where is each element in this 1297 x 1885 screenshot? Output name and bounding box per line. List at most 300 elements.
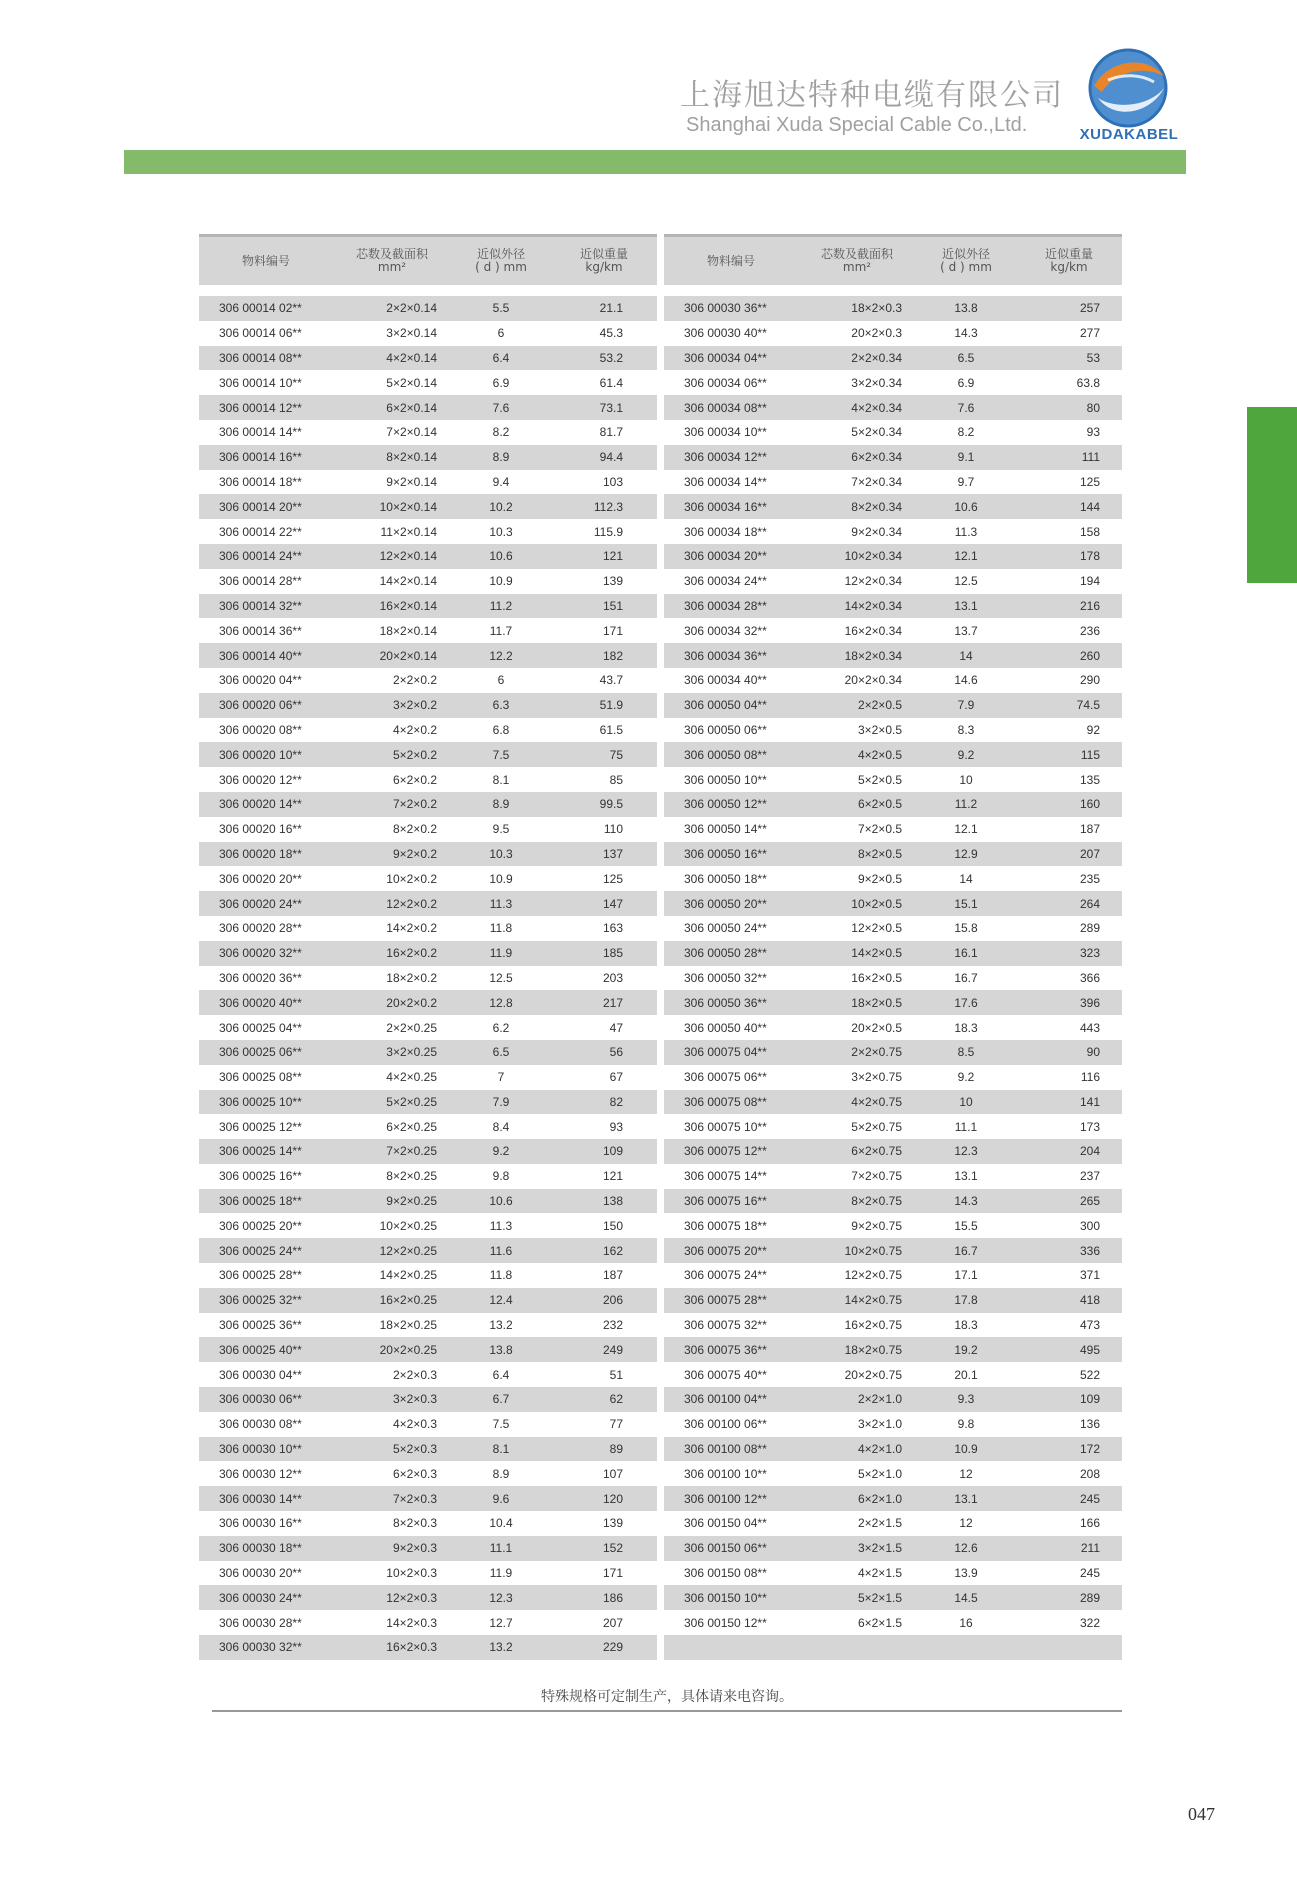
table-row [664, 1164, 1122, 1189]
cell-weight: 53.2 [599, 350, 623, 365]
table-row [199, 1263, 657, 1288]
cell-code: 306 00025 40** [219, 1342, 302, 1357]
cell-weight: 366 [1079, 970, 1100, 985]
cell-spec: 18×2×0.34 [844, 648, 902, 663]
col-header-code: 物料编号 [706, 253, 755, 268]
cell-code: 306 00150 08** [684, 1566, 767, 1581]
cell-code: 306 00034 18** [684, 524, 767, 539]
cell-diameter: 13.1 [954, 598, 978, 613]
cell-weight: 89 [609, 1442, 623, 1457]
cell-code: 306 00014 32** [219, 598, 302, 613]
cell-code: 306 00030 12** [219, 1466, 302, 1481]
cell-weight: 93 [609, 1119, 623, 1134]
cell-diameter: 9.6 [492, 1491, 510, 1506]
cell-weight: 232 [602, 1318, 623, 1333]
cell-code: 306 00030 32** [219, 1640, 302, 1655]
table-row [664, 1610, 1122, 1635]
cell-weight: 172 [1079, 1442, 1100, 1457]
cell-spec: 16×2×0.25 [379, 1293, 437, 1308]
page-number: 047 [1188, 1804, 1215, 1824]
cell-code: 306 00030 10** [219, 1442, 302, 1457]
cell-code: 306 00025 14** [219, 1144, 302, 1159]
cell-weight: 121 [602, 1169, 623, 1184]
cell-diameter: 13.2 [489, 1640, 513, 1655]
table-row [664, 594, 1122, 619]
cell-spec: 9×2×0.25 [386, 1194, 437, 1209]
cell-spec: 4×2×1.5 [857, 1566, 902, 1581]
cell-diameter: 10.6 [489, 1194, 513, 1209]
cell-spec: 5×2×0.14 [386, 375, 437, 390]
cell-weight: 115.9 [593, 524, 623, 539]
cell-weight: 47 [609, 1020, 623, 1035]
table-row [199, 891, 657, 916]
cell-diameter: 8.4 [492, 1119, 510, 1134]
cell-spec: 12×2×0.14 [379, 549, 437, 564]
cell-diameter: 13.9 [954, 1566, 978, 1581]
cell-code: 306 00034 28** [684, 598, 767, 613]
cell-weight: 158 [1079, 524, 1100, 539]
cell-diameter: 5.5 [492, 301, 510, 316]
cell-diameter: 18.3 [954, 1318, 978, 1333]
cell-code: 306 00014 36** [219, 623, 302, 638]
table-row [664, 1337, 1122, 1362]
cell-code: 306 00014 22** [219, 524, 302, 539]
cell-spec: 4×2×0.75 [851, 1094, 902, 1109]
table-row [664, 718, 1122, 743]
table-row [199, 569, 657, 594]
cell-spec: 6×2×0.14 [386, 400, 437, 415]
cell-diameter: 11.1 [954, 1119, 978, 1134]
cell-code: 306 00075 06** [684, 1070, 767, 1085]
cell-spec: 12×2×0.2 [386, 896, 437, 911]
table-row [199, 693, 657, 718]
table-row [664, 445, 1122, 470]
cell-weight: 103 [602, 474, 623, 489]
cell-code: 306 00075 18** [684, 1218, 767, 1233]
cell-diameter: 6.5 [492, 1045, 510, 1060]
cell-spec: 6×2×1.5 [857, 1615, 902, 1630]
cell-weight: 51.9 [599, 698, 623, 713]
cell-code: 306 00025 10** [219, 1094, 302, 1109]
cell-weight: 236 [1079, 623, 1100, 638]
table-row [664, 1561, 1122, 1586]
col-header-weight-line2: kg/km [585, 260, 623, 274]
col-header-diameter-line2: ( d ) mm [940, 260, 992, 274]
cell-weight: 51 [609, 1367, 623, 1382]
cell-spec: 5×2×0.3 [392, 1442, 437, 1457]
cell-code: 306 00050 36** [684, 995, 767, 1010]
cell-spec: 14×2×0.75 [844, 1293, 902, 1308]
cell-spec: 4×2×0.25 [386, 1070, 437, 1085]
cell-weight: 216 [1079, 598, 1100, 613]
cell-diameter: 10 [959, 772, 973, 787]
cell-weight: 45.3 [599, 326, 623, 341]
cell-weight: 62 [609, 1392, 623, 1407]
table-row [199, 1065, 657, 1090]
cell-diameter: 8.1 [492, 772, 510, 787]
cell-diameter: 18.3 [954, 1020, 978, 1035]
cell-spec: 3×2×1.0 [857, 1417, 902, 1432]
cell-diameter: 11.1 [489, 1541, 513, 1556]
cell-weight: 187 [1079, 822, 1100, 837]
cell-diameter: 6 [497, 673, 505, 688]
cell-diameter: 6.4 [492, 350, 510, 365]
table-row [199, 1461, 657, 1486]
cell-code: 306 00014 08** [219, 350, 302, 365]
cell-code: 306 00050 10** [684, 772, 767, 787]
cell-diameter: 7.5 [492, 747, 510, 762]
cell-diameter: 9.2 [957, 1070, 975, 1085]
col-header-weight [1016, 248, 1122, 274]
table-row [664, 1139, 1122, 1164]
cell-weight: 207 [1079, 846, 1100, 861]
cell-diameter: 6.9 [492, 375, 510, 390]
table-header [199, 234, 657, 285]
cell-code: 306 00034 12** [684, 450, 767, 465]
cell-spec: 14×2×0.2 [386, 921, 437, 936]
col-header-spec [798, 248, 916, 274]
table-row [664, 1437, 1122, 1462]
cell-code: 306 00075 16** [684, 1194, 767, 1209]
cell-weight: 152 [602, 1541, 623, 1556]
cell-weight: 171 [602, 623, 623, 638]
table-row [199, 1164, 657, 1189]
cell-diameter: 8.2 [957, 425, 975, 440]
table-header [664, 234, 1122, 285]
cell-code: 306 00075 12** [684, 1144, 767, 1159]
cell-weight: 265 [1079, 1194, 1100, 1209]
cell-spec: 6×2×0.5 [857, 797, 902, 812]
cell-spec: 6×2×0.3 [392, 1466, 437, 1481]
cell-spec: 2×2×0.25 [386, 1020, 437, 1035]
cell-diameter: 12.7 [489, 1615, 513, 1630]
table-row [664, 1213, 1122, 1238]
cell-weight: 522 [1079, 1367, 1100, 1382]
cell-weight: 92 [1086, 722, 1100, 737]
cell-code: 306 00014 12** [219, 400, 302, 415]
cell-diameter: 9.5 [492, 822, 510, 837]
cell-weight: 245 [1079, 1491, 1100, 1506]
cell-spec: 18×2×0.3 [851, 301, 902, 316]
table-row [664, 1486, 1122, 1511]
cell-spec: 11×2×0.14 [380, 524, 437, 539]
cell-diameter: 11.3 [954, 524, 978, 539]
cell-diameter: 12.1 [954, 549, 978, 564]
cell-spec: 5×2×0.5 [857, 772, 902, 787]
cell-code: 306 00030 08** [219, 1417, 302, 1432]
cell-spec: 9×2×0.2 [392, 846, 437, 861]
cell-code: 306 00025 12** [219, 1119, 302, 1134]
cell-code: 306 00020 20** [219, 871, 302, 886]
cell-spec: 2×2×0.75 [851, 1045, 902, 1060]
cell-code: 306 00050 32** [684, 970, 767, 985]
cell-code: 306 00025 36** [219, 1318, 302, 1333]
cell-diameter: 11.2 [489, 598, 513, 613]
cell-code: 306 00034 24** [684, 574, 767, 589]
col-header-diameter [451, 248, 551, 274]
cell-weight: 99.5 [599, 797, 623, 812]
cell-weight: 82 [609, 1094, 623, 1109]
cell-weight: 336 [1079, 1243, 1100, 1258]
cell-diameter: 10.3 [489, 846, 513, 861]
cell-code: 306 00100 10** [684, 1466, 767, 1481]
table-row [199, 1362, 657, 1387]
company-name-cn: 上海旭达特种电缆有限公司 [680, 78, 1064, 113]
cell-weight: 162 [602, 1243, 623, 1258]
cell-spec: 7×2×0.75 [851, 1169, 902, 1184]
cell-diameter: 8.1 [492, 1442, 510, 1457]
cell-spec: 12×2×0.3 [386, 1590, 437, 1605]
cell-spec: 4×2×0.2 [392, 722, 437, 737]
cell-code: 306 00030 06** [219, 1392, 302, 1407]
cell-spec: 3×2×0.34 [851, 375, 902, 390]
cell-spec: 16×2×0.14 [379, 598, 437, 613]
cell-diameter: 9.2 [957, 747, 975, 762]
cell-code: 306 00014 14** [219, 425, 302, 440]
cell-spec: 10×2×0.14 [379, 499, 437, 514]
table-row [199, 346, 657, 371]
cell-weight: 121 [602, 549, 623, 564]
cell-spec: 6×2×1.0 [857, 1491, 902, 1506]
table-row [199, 1511, 657, 1536]
cell-weight: 120 [602, 1491, 623, 1506]
cell-spec: 5×2×0.34 [851, 425, 902, 440]
table-row [664, 792, 1122, 817]
cell-diameter: 11.2 [954, 797, 978, 812]
cell-diameter: 14 [959, 871, 973, 886]
table-row [199, 792, 657, 817]
cell-weight: 182 [602, 648, 623, 663]
cell-code: 306 00025 20** [219, 1218, 302, 1233]
cell-weight: 323 [1079, 946, 1100, 961]
cell-spec: 4×2×1.0 [857, 1442, 902, 1457]
cell-spec: 3×2×0.25 [386, 1045, 437, 1060]
cell-weight: 61.5 [599, 722, 623, 737]
cell-diameter: 10.6 [954, 499, 978, 514]
cell-spec: 8×2×0.5 [857, 846, 902, 861]
table-row [199, 296, 657, 321]
cell-weight: 74.5 [1076, 698, 1100, 713]
cell-spec: 3×2×0.5 [857, 722, 902, 737]
cell-weight: 185 [602, 946, 623, 961]
cell-spec: 9×2×0.75 [851, 1218, 902, 1233]
cell-spec: 20×2×0.5 [851, 1020, 902, 1035]
cell-code: 306 00050 20** [684, 896, 767, 911]
cell-code: 306 00075 32** [684, 1318, 767, 1333]
cell-code: 306 00020 06** [219, 698, 302, 713]
cell-spec: 5×2×1.5 [857, 1590, 902, 1605]
table-row [199, 643, 657, 668]
cell-weight: 237 [1079, 1169, 1100, 1184]
cell-spec: 14×2×0.14 [379, 574, 437, 589]
cell-diameter: 10.9 [489, 574, 513, 589]
cell-spec: 2×2×0.14 [386, 301, 437, 316]
cell-weight: 264 [1079, 896, 1100, 911]
cell-weight: 115 [1080, 747, 1100, 762]
cell-weight: 147 [602, 896, 623, 911]
cell-spec: 2×2×1.5 [857, 1516, 902, 1531]
cell-code: 306 00034 04** [684, 350, 767, 365]
cell-spec: 7×2×0.25 [386, 1144, 437, 1159]
cell-weight: 94.4 [599, 450, 623, 465]
table-row [199, 445, 657, 470]
cell-spec: 12×2×0.5 [851, 921, 902, 936]
cell-code: 306 00030 16** [219, 1516, 302, 1531]
cell-code: 306 00075 10** [684, 1119, 767, 1134]
cell-code: 306 00150 12** [684, 1615, 767, 1630]
table-row [664, 866, 1122, 891]
cell-code: 306 00020 24** [219, 896, 302, 911]
cell-weight: 53 [1086, 350, 1100, 365]
cell-code: 306 00020 16** [219, 822, 302, 837]
cell-weight: 21.1 [599, 301, 623, 316]
table-row [199, 1437, 657, 1462]
cell-spec: 3×2×0.2 [392, 698, 437, 713]
cell-code: 306 00014 24** [219, 549, 302, 564]
table-row [199, 1313, 657, 1338]
table-row [664, 420, 1122, 445]
cell-diameter: 6.5 [957, 350, 975, 365]
cell-code: 306 00034 08** [684, 400, 767, 415]
cell-code: 306 00034 36** [684, 648, 767, 663]
cell-code: 306 00075 24** [684, 1268, 767, 1283]
cell-diameter: 12.8 [489, 995, 513, 1010]
table-row [664, 1288, 1122, 1313]
cell-spec: 9×2×0.3 [392, 1541, 437, 1556]
cell-diameter: 17.1 [954, 1268, 978, 1283]
table-row [199, 1585, 657, 1610]
cell-spec: 2×2×0.5 [857, 698, 902, 713]
cell-spec: 20×2×0.14 [379, 648, 437, 663]
cell-spec: 10×2×0.2 [386, 871, 437, 886]
cell-weight: 139 [602, 1516, 623, 1531]
cell-code: 306 00030 24** [219, 1590, 302, 1605]
cell-diameter: 12 [959, 1516, 973, 1531]
table-row [199, 916, 657, 941]
cell-weight: 473 [1079, 1318, 1100, 1333]
table-row [664, 370, 1122, 395]
cell-code: 306 00034 20** [684, 549, 767, 564]
col-header-weight [551, 248, 657, 274]
cell-code: 306 00030 18** [219, 1541, 302, 1556]
col-header-spec-line2: mm² [377, 260, 407, 274]
cell-weight: 56 [609, 1045, 623, 1060]
cell-weight: 138 [602, 1194, 623, 1209]
cell-spec: 20×2×0.2 [386, 995, 437, 1010]
table-row [664, 519, 1122, 544]
footnote: 特殊规格可定制生产，具体请来电咨询。 [541, 1689, 793, 1705]
cell-code: 306 00075 40** [684, 1367, 767, 1382]
table-row [199, 420, 657, 445]
cell-weight: 125 [602, 871, 623, 886]
cell-spec: 8×2×0.25 [386, 1169, 437, 1184]
cell-code: 306 00100 12** [684, 1491, 767, 1506]
table-row [199, 842, 657, 867]
cell-diameter: 11.6 [489, 1243, 513, 1258]
cell-weight: 289 [1079, 921, 1100, 936]
cell-weight: 418 [1079, 1293, 1100, 1308]
col-header-diameter-line1: 近似外径 [476, 247, 525, 261]
cell-code: 306 00025 08** [219, 1070, 302, 1085]
cell-spec: 16×2×0.5 [851, 970, 902, 985]
cell-spec: 10×2×0.25 [379, 1218, 437, 1233]
cell-diameter: 10 [959, 1094, 973, 1109]
cell-diameter: 10.9 [954, 1442, 978, 1457]
cell-spec: 12×2×0.75 [844, 1268, 902, 1283]
cell-code: 306 00020 10** [219, 747, 302, 762]
cell-spec: 7×2×0.14 [386, 425, 437, 440]
cell-code: 306 00014 28** [219, 574, 302, 589]
cell-diameter: 6.4 [492, 1367, 510, 1382]
cell-weight: 277 [1079, 326, 1100, 341]
cell-weight: 300 [1079, 1218, 1100, 1233]
cell-spec: 16×2×0.34 [844, 623, 902, 638]
cell-diameter: 10.6 [489, 549, 513, 564]
cell-diameter: 6.3 [492, 698, 510, 713]
cell-diameter: 14.3 [954, 326, 978, 341]
cell-weight: 109 [1079, 1392, 1100, 1407]
table-row [199, 941, 657, 966]
cell-diameter: 12.1 [954, 822, 978, 837]
cell-weight: 93 [1086, 425, 1100, 440]
cell-weight: 229 [602, 1640, 623, 1655]
cell-code: 306 00025 18** [219, 1194, 302, 1209]
cell-spec: 18×2×0.25 [379, 1318, 437, 1333]
cell-spec: 7×2×0.2 [392, 797, 437, 812]
table-row [664, 916, 1122, 941]
cell-diameter: 20.1 [954, 1367, 978, 1382]
cell-spec: 6×2×0.25 [386, 1119, 437, 1134]
cell-weight: 77 [609, 1417, 623, 1432]
cell-weight: 73.1 [599, 400, 623, 415]
cell-diameter: 11.8 [489, 1268, 513, 1283]
cell-weight: 137 [602, 846, 623, 861]
table-body-left [199, 296, 657, 1660]
table-row [664, 941, 1122, 966]
cell-weight: 166 [1079, 1516, 1100, 1531]
cell-code: 306 00020 36** [219, 970, 302, 985]
cell-diameter: 15.5 [954, 1218, 978, 1233]
cell-spec: 14×2×0.25 [379, 1268, 437, 1283]
cell-spec: 10×2×0.34 [844, 549, 902, 564]
table-row [664, 966, 1122, 991]
cell-spec: 12×2×0.25 [379, 1243, 437, 1258]
cell-code: 306 00034 32** [684, 623, 767, 638]
cell-diameter: 13.1 [954, 1169, 978, 1184]
cell-diameter: 8.9 [492, 797, 510, 812]
cell-spec: 8×2×0.34 [851, 499, 902, 514]
col-header-spec [333, 248, 451, 274]
cell-spec: 3×2×1.5 [857, 1541, 902, 1556]
cell-code: 306 00150 10** [684, 1590, 767, 1605]
cell-code: 306 00100 06** [684, 1417, 767, 1432]
cell-code: 306 00030 40** [684, 326, 767, 341]
cell-weight: 217 [602, 995, 623, 1010]
logo-wordmark: XUDAKABEL [1079, 126, 1179, 143]
table-row [664, 1412, 1122, 1437]
table-row [664, 321, 1122, 346]
cell-spec: 18×2×0.75 [844, 1342, 902, 1357]
cell-diameter: 16.7 [954, 970, 978, 985]
table-row [664, 1015, 1122, 1040]
cell-weight: 85 [609, 772, 623, 787]
header-green-bar [124, 150, 1186, 174]
cell-weight: 43.7 [599, 673, 623, 688]
cell-diameter: 9.7 [957, 474, 975, 489]
cell-weight: 322 [1079, 1615, 1100, 1630]
cell-diameter: 15.1 [954, 896, 978, 911]
cell-code: 306 00020 28** [219, 921, 302, 936]
